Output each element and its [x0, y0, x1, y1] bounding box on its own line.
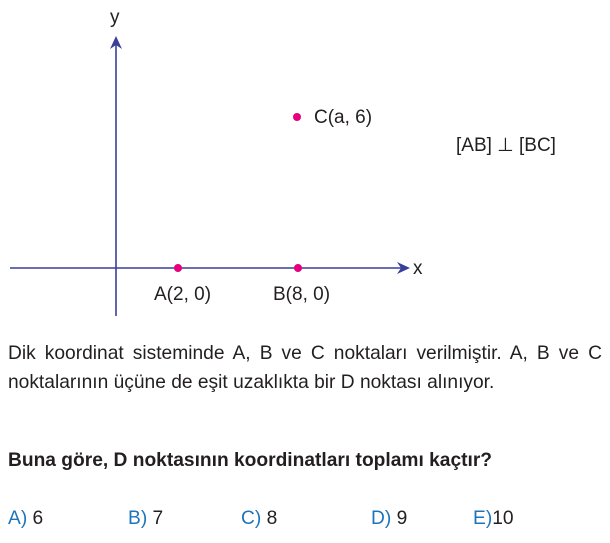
- choice-d-letter: D: [371, 508, 385, 529]
- choice-a[interactable]: A) 6: [8, 508, 44, 529]
- choice-b-letter: B: [128, 508, 141, 529]
- point-c: [293, 113, 301, 121]
- choice-a-letter: A: [8, 508, 21, 529]
- question-prompt: Buna göre, D noktasının koordinatları toplamı kaçtır?: [8, 450, 493, 471]
- choice-c[interactable]: C) 8: [241, 508, 278, 529]
- choice-c-letter: C: [241, 508, 255, 529]
- choice-d[interactable]: D) 9: [371, 508, 408, 529]
- point-b-label: B(8, 0): [273, 284, 331, 305]
- point-a-label: A(2, 0): [154, 284, 212, 305]
- choice-c-value: 8: [266, 508, 278, 529]
- y-axis-label: y: [110, 7, 120, 28]
- choice-e-value: 10: [492, 508, 514, 529]
- question-text: Dik koordinat sisteminde A, B ve C noktaları verilmiştir. A, B ve C noktalarının üçüne de eşit uzaklıkta bir D noktası alınıyor.: [8, 343, 602, 393]
- perpendicular-relation: [AB] ⊥ [BC]: [456, 135, 556, 156]
- choice-e[interactable]: E)10: [473, 508, 514, 529]
- choice-d-value: 9: [396, 508, 408, 529]
- choice-a-value: 6: [32, 508, 44, 529]
- point-b: [294, 264, 302, 272]
- choice-e-letter: E: [473, 508, 486, 529]
- choice-b-value: 7: [152, 508, 164, 529]
- choice-b[interactable]: B) 7: [128, 508, 164, 529]
- x-axis-label: x: [413, 258, 423, 279]
- point-c-label: C(a, 6): [314, 107, 373, 128]
- point-a: [174, 264, 182, 272]
